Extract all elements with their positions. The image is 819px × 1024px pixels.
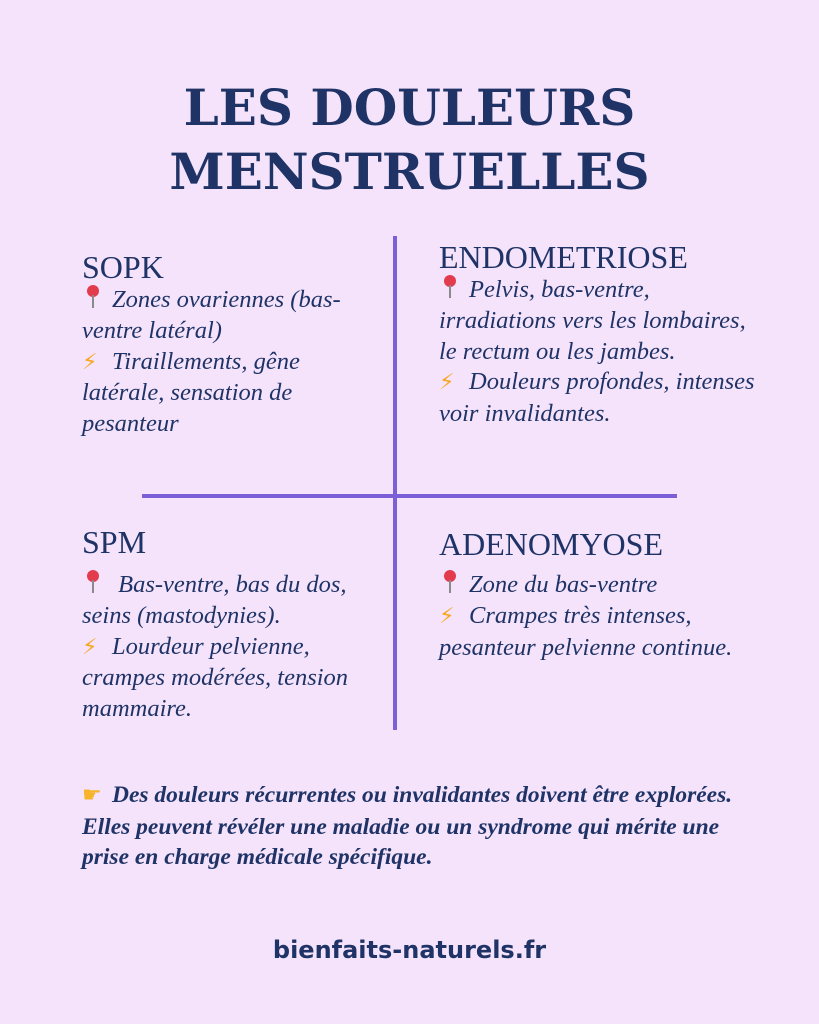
symptoms-line: [82, 632, 382, 725]
location-text: Zones ovariennes (bas-ventre latéral): [82, 286, 341, 344]
quadrant-heading: SOPK: [82, 249, 164, 285]
quadrant-spm: [82, 524, 382, 725]
symptoms-text: Douleurs profondes, intenses voir invalidantes.: [439, 368, 755, 428]
quadrant-heading: ADENOMYOSE: [439, 526, 663, 562]
pointing-hand-icon: ☛: [82, 783, 102, 808]
lightning-bolt-icon: ⚡: [82, 634, 98, 660]
title-line-2: MENSTRUELLES: [169, 142, 650, 201]
location-text: Bas-ventre, bas du dos, seins (mastodynies).: [82, 571, 347, 629]
symptoms-line: [439, 367, 769, 430]
round-pushpin-icon: [439, 275, 461, 299]
lightning-bolt-icon: ⚡: [439, 370, 455, 396]
location-text: Zone du bas-ventre: [469, 571, 658, 598]
location-text: Pelvis, bas-ventre, irradiations vers les lombaires, le rectum ou les jambes.: [439, 276, 746, 365]
symptoms-line: [82, 347, 382, 440]
vertical-divider: [393, 236, 397, 730]
page-title: [0, 76, 819, 204]
quadrant-heading: SPM: [82, 524, 147, 560]
title-line-1: LES DOULEURS: [183, 78, 636, 137]
lightning-bolt-icon: ⚡: [439, 603, 455, 629]
symptoms-line: [439, 601, 769, 664]
symptoms-text: Lourdeur pelvienne, crampes modérées, tension mammaire.: [82, 632, 349, 723]
round-pushpin-icon: [82, 570, 104, 594]
symptoms-text: Tiraillements, gêne latérale, sensation de pesanteur: [82, 347, 300, 438]
advice-text: Des douleurs récurrentes ou invalidantes doivent être explorées. Elles peuvent révéler une maladie ou un syndrome qui mérite une prise en charge médicale spécifique.: [82, 782, 733, 870]
website-footer: bienfaits-naturels.fr: [272, 936, 547, 964]
quadrant-adenomyose: [439, 526, 769, 663]
quadrant-heading: ENDOMETRIOSE: [439, 239, 688, 275]
lightning-bolt-icon: ⚡: [82, 349, 98, 375]
round-pushpin-icon: [439, 570, 461, 594]
horizontal-divider: [142, 494, 677, 498]
round-pushpin-icon: [82, 285, 104, 309]
location-line: [82, 285, 382, 347]
advice-note: [82, 780, 747, 873]
location-line: [82, 570, 382, 632]
quadrant-sopk: [82, 249, 382, 440]
quadrant-endometriose: [439, 239, 769, 430]
location-line: [439, 275, 769, 367]
location-line: [439, 570, 769, 601]
symptoms-text: Crampes très intenses, pesanteur pelvienne continue.: [439, 601, 733, 661]
